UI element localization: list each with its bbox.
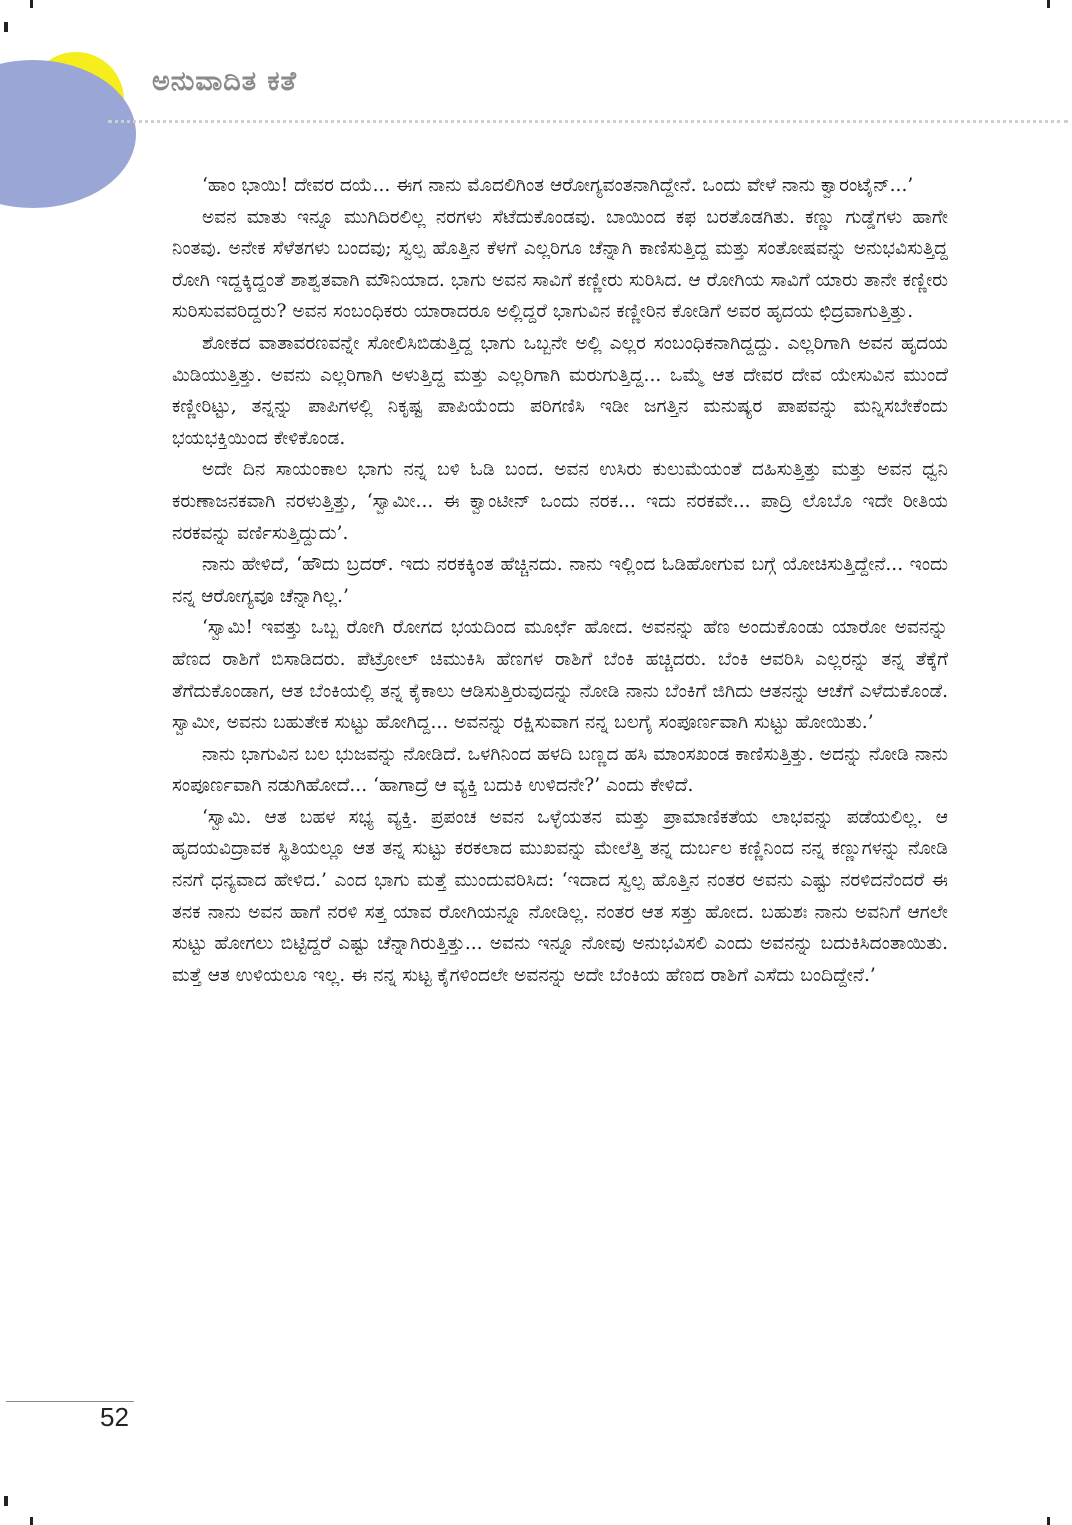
- paragraph: ಅದೇ ದಿನ ಸಾಯಂಕಾಲ ಭಾಗು ನನ್ನ ಬಳಿ ಓಡಿ ಬಂದ. ಅವನ ಉಸಿರು ಕುಲುಮೆಯಂತೆ ದಹಿಸುತ್ತಿತ್ತು ಮತ್ತು ಅವನ ಧ್ವನಿ ಕರುಣಾಜನಕವಾಗಿ ನರಳುತ್ತಿತ್ತು, ‘ಸ್ವಾಮೀ... ಈ ಕ್ವಾಂಟೀನ್ ಒಂದು ನರಕ... ಇದು ನರಕವೇ... ಪಾದ್ರಿ ಲೊಬೊ ಇದೇ ರೀತಿಯ ನರಕವನ್ನು ವರ್ಣಿಸುತ್ತಿದ್ದುದು’.: [172, 459, 948, 544]
- crop-mark-bottom-center: [30, 1517, 33, 1525]
- paragraph: ನಾನು ಭಾಗುವಿನ ಬಲ ಭುಜವನ್ನು ನೋಡಿದೆ. ಒಳಗಿನಿಂದ ಹಳದಿ ಬಣ್ಣದ ಹಸಿ ಮಾಂಸಖಂಡ ಕಾಣಿಸುತ್ತಿತ್ತು. ಅದನ್ನು ನೋಡಿ ನಾನು ಸಂಪೂರ್ಣವಾಗಿ ನಡುಗಿಹೋದೆ... ‘ಹಾಗಾದ್ರೆ ಆ ವ್ಯಕ್ತಿ ಬದುಕಿ ಉಳಿದನೇ?’ ಎಂದು ಕೇಳಿದೆ.: [172, 743, 948, 797]
- paragraph: ‘ಸ್ವಾಮಿ. ಆತ ಬಹಳ ಸಭ್ಯ ವ್ಯಕ್ತಿ. ಪ್ರಪಂಚ ಅವನ ಒಳ್ಳೆಯತನ ಮತ್ತು ಪ್ರಾಮಾಣಿಕತೆಯ ಲಾಭವನ್ನು ಪಡೆಯಲಿಲ್ಲ. ಆ ಹೃದಯವಿದ್ರಾವಕ ಸ್ಥಿತಿಯಲ್ಲೂ ಆತ ತನ್ನ ಸುಟ್ಟು ಕರಕಲಾದ ಮುಖವನ್ನು ಮೇಲೆತ್ತಿ ತನ್ನ ದುರ್ಬಲ ಕಣ್ಣಿನಿಂದ ನನ್ನ ಕಣ್ಣುಗಳನ್ನು ನೋಡಿ ನನಗೆ ಧನ್ಯವಾದ ಹೇಳಿದ.’ ಎಂದ ಭಾಗು ಮತ್ತೆ ಮುಂದುವರಿಸಿದ: ‘ಇದಾದ ಸ್ವಲ್ಪ ಹೊತ್ತಿನ ನಂತರ ಅವನು ಎಷ್ಟು ನರಳಿದನೆಂದರೆ ಈ ತನಕ ನಾನು ಅವನ ಹಾಗೆ ನರಳಿ ಸತ್ತ ಯಾವ ರೋಗಿಯನ್ನೂ ನೋಡಿಲ್ಲ. ನಂತರ ಆತ ಸತ್ತು ಹೋದ. ಬಹುಶಃ ನಾನು ಅವನಿಗೆ ಆಗಲೇ ಸುಟ್ಟು ಹೋಗಲು ಬಿಟ್ಟಿದ್ದರೆ ಎಷ್ಟು ಚೆನ್ನಾಗಿರುತ್ತಿತ್ತು... ಅವನು ಇನ್ನೂ ನೋವು ಅನುಭವಿಸಲಿ ಎಂದು ಅವನನ್ನು ಬದುಕಿಸಿದಂತಾಯಿತು. ಮತ್ತೆ ಆತ ಉಳಿಯಲೂ ಇಲ್ಲ. ಈ ನನ್ನ ಸುಟ್ಟ ಕೈಗಳಿಂದಲೇ ಅವನನ್ನು ಅದೇ ಬೆಂಕಿಯ ಹೆಣದ ರಾಶಿಗೆ ಎಸೆದು ಬಂದಿದ್ದೇನೆ.’: [172, 806, 948, 986]
- paragraph: ನಾನು ಹೇಳಿದೆ, ‘ಹೌದು ಬ್ರದರ್. ಇದು ನರಕಕ್ಕಿಂತ ಹೆಚ್ಚಿನದು. ನಾನು ಇಲ್ಲಿಂದ ಓಡಿಹೋಗುವ ಬಗ್ಗೆ ಯೋಚಿಸುತ್ತಿದ್ದೇನೆ... ಇಂದು ನನ್ನ ಆರೋಗ್ಯವೂ ಚೆನ್ನಾಗಿಲ್ಲ.’: [172, 554, 948, 607]
- crop-mark-top-left: [4, 22, 8, 32]
- crop-mark-top-right: [1047, 0, 1050, 8]
- crop-mark-bottom-right: [1047, 1517, 1050, 1525]
- paragraph: ಶೋಕದ ವಾತಾವರಣವನ್ನೇ ಸೋಲಿಸಿಬಿಡುತ್ತಿದ್ದ ಭಾಗು ಒಬ್ಬನೇ ಅಲ್ಲಿ ಎಲ್ಲರ ಸಂಬಂಧಿಕನಾಗಿದ್ದದ್ದು. ಎಲ್ಲರಿಗಾಗಿ ಅವನ ಹೃದಯ ಮಿಡಿಯುತ್ತಿತ್ತು. ಅವನು ಎಲ್ಲರಿಗಾಗಿ ಅಳುತ್ತಿದ್ದ ಮತ್ತು ಎಲ್ಲರಿಗಾಗಿ ಮರುಗುತ್ತಿದ್ದ... ಒಮ್ಮೆ ಆತ ದೇವರ ದೇವ ಯೇಸುವಿನ ಮುಂದೆ ಕಣ್ಣೀರಿಟ್ಟು, ತನ್ನನ್ನು ಪಾಪಿಗಳಲ್ಲಿ ನಿಕೃಷ್ಟ ಪಾಪಿಯೆಂದು ಪರಿಗಣಿಸಿ ಇಡೀ ಜಗತ್ತಿನ ಮನುಷ್ಯರ ಪಾಪವನ್ನು ಮನ್ನಿಸಬೇಕೆಂದು ಭಯಭಕ್ತಿಯಿಂದ ಕೇಳಿಕೊಂಡ.: [172, 332, 948, 449]
- page-number: 52: [100, 1402, 129, 1432]
- header-dotted-rule: [108, 120, 1068, 123]
- paragraph: ‘ಹಾಂ ಭಾಯಿ! ದೇವರ ದಯೆ... ಈಗ ನಾನು ಮೊದಲಿಗಿಂತ ಆರೋಗ್ಯವಂತನಾಗಿದ್ದೇನೆ. ಒಂದು ವೇಳೆ ನಾನು ಕ್ವಾರಂಟೈನ್...’: [202, 175, 914, 196]
- crop-mark-top-center: [30, 0, 33, 8]
- crop-mark-bottom-left: [4, 1496, 8, 1506]
- section-title: ಅನುವಾದಿತ ಕತೆ: [152, 66, 297, 97]
- article-body: [172, 170, 948, 991]
- paragraph: ‘ಸ್ವಾಮಿ! ಇವತ್ತು ಒಬ್ಬ ರೋಗಿ ರೋಗದ ಭಯದಿಂದ ಮೂರ್ಛೆ ಹೋದ. ಅವನನ್ನು ಹೆಣ ಅಂದುಕೊಂಡು ಯಾರೋ ಅವನನ್ನು ಹೆಣದ ರಾಶಿಗೆ ಬಿಸಾಡಿದರು. ಪೆಟ್ರೋಲ್ ಚಿಮುಕಿಸಿ ಹೆಣಗಳ ರಾಶಿಗೆ ಬೆಂಕಿ ಹಚ್ಚಿದರು. ಬೆಂಕಿ ಆವರಿಸಿ ಎಲ್ಲರನ್ನು ತನ್ನ ತೆಕ್ಕೆಗೆ ತೆಗೆದುಕೊಂಡಾಗ, ಆತ ಬೆಂಕಿಯಲ್ಲಿ ತನ್ನ ಕೈಕಾಲು ಆಡಿಸುತ್ತಿರುವುದನ್ನು ನೋಡಿ ನಾನು ಬೆಂಕಿಗೆ ಜಿಗಿದು ಆತನನ್ನು ಆಚೆಗೆ ಎಳೆದುಕೊಂಡೆ. ಸ್ವಾಮೀ, ಅವನು ಬಹುತೇಕ ಸುಟ್ಟು ಹೋಗಿದ್ದ... ಅವನನ್ನು ರಕ್ಷಿಸುವಾಗ ನನ್ನ ಬಲಗೈ ಸಂಪೂರ್ಣವಾಗಿ ಸುಟ್ಟು ಹೋಯಿತು.’: [172, 617, 948, 734]
- paragraph: ಅವನ ಮಾತು ಇನ್ನೂ ಮುಗಿದಿರಲಿಲ್ಲ ನರಗಳು ಸೆಟೆದುಕೊಂಡವು. ಬಾಯಿಂದ ಕಫ ಬರತೊಡಗಿತು. ಕಣ್ಣು ಗುಡ್ಡೆಗಳು ಹಾಗೇ ನಿಂತವು. ಅನೇಕ ಸೆಳೆತಗಳು ಬಂದವು; ಸ್ವಲ್ಪ ಹೊತ್ತಿನ ಕೆಳಗೆ ಎಲ್ಲರಿಗೂ ಚೆನ್ನಾಗಿ ಕಾಣಿಸುತ್ತಿದ್ದ ಮತ್ತು ಸಂತೋಷವನ್ನು ಅನುಭವಿಸುತ್ತಿದ್ದ ರೋಗಿ ಇದ್ದಕ್ಕಿದ್ದಂತೆ ಶಾಶ್ವತವಾಗಿ ಮೌನಿಯಾದ. ಭಾಗು ಅವನ ಸಾವಿಗೆ ಕಣ್ಣೀರು ಸುರಿಸಿದ. ಆ ರೋಗಿಯ ಸಾವಿಗೆ ಯಾರು ತಾನೇ ಕಣ್ಣೀರು ಸುರಿಸುವವರಿದ್ದರು? ಅವನ ಸಂಬಂಧಿಕರು ಯಾರಾದರೂ ಅಲ್ಲಿದ್ದರೆ ಭಾಗುವಿನ ಕಣ್ಣೀರಿನ ಕೋಡಿಗೆ ಅವರ ಹೃದಯ ಛಿದ್ರವಾಗುತ್ತಿತ್ತು.: [172, 206, 948, 323]
